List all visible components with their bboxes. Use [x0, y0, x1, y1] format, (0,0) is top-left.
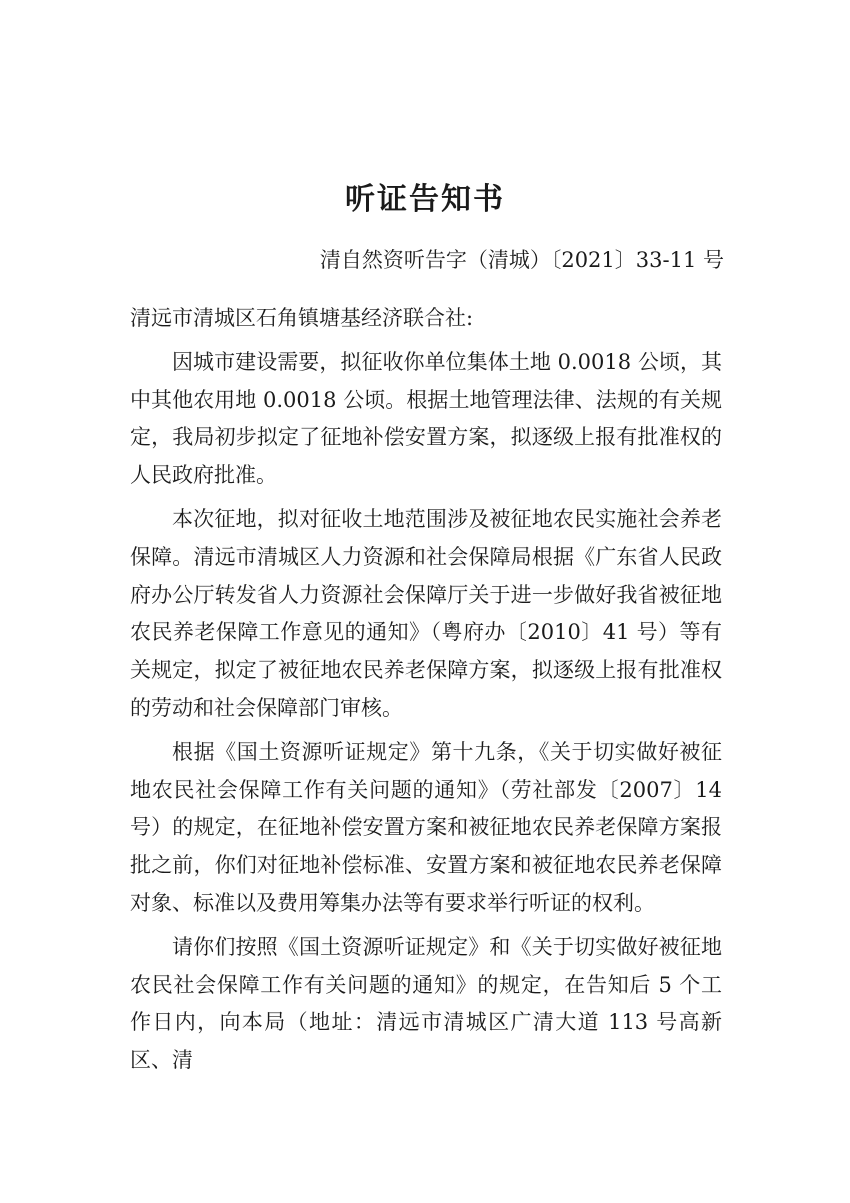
paragraph-4: 请你们按照《国土资源听证规定》和《关于切实做好被征地农民社会保障工作有关问题的通知》的规定，在告知后 5 个工作日内，向本局（地址：清远市清城区广清大道 113 号高新区、清 [130, 934, 722, 1073]
paragraph-3: 根据《国土资源听证规定》第十九条，《关于切实做好被征地农民社会保障工作有关问题的通知》（劳社部发〔2007〕14 号）的规定，在征地补偿安置方案和被征地农民养老保障方案报批之前，你们对征地补偿标准、安置方案和被征地农民养老保障对象、标准以及费用筹集办法等有要求举行听证的权利。 [130, 739, 722, 915]
paragraph-2: 本次征地，拟对征收土地范围涉及被征地农民实施社会养老保障。清远市清城区人力资源和社会保障局根据《广东省人民政府办公厅转发省人力资源社会保障厅关于进一步做好我省被征地农民养老保障工作意见的通知》（粤府办〔2010〕41 号）等有关规定，拟定了被征地农民养老保障方案，拟逐级上报有批准权的劳动和社会保障部门审核。 [130, 506, 722, 720]
document-body [130, 300, 722, 1080]
document-number: 清自然资听告字（清城）〔2021〕33-11 号 [319, 248, 724, 272]
addressee: 清远市清城区石角镇塘基经济联合社: [130, 306, 474, 330]
paragraph-1: 因城市建设需要，拟征收你单位集体土地 0.0018 公顷，其中其他农用地 0.0018 公顷。根据土地管理法律、法规的有关规定，我局初步拟定了征地补偿安置方案，拟逐级上报有批准权的人民政府批准。 [130, 349, 722, 488]
document-title: 听证告知书 [345, 182, 505, 217]
